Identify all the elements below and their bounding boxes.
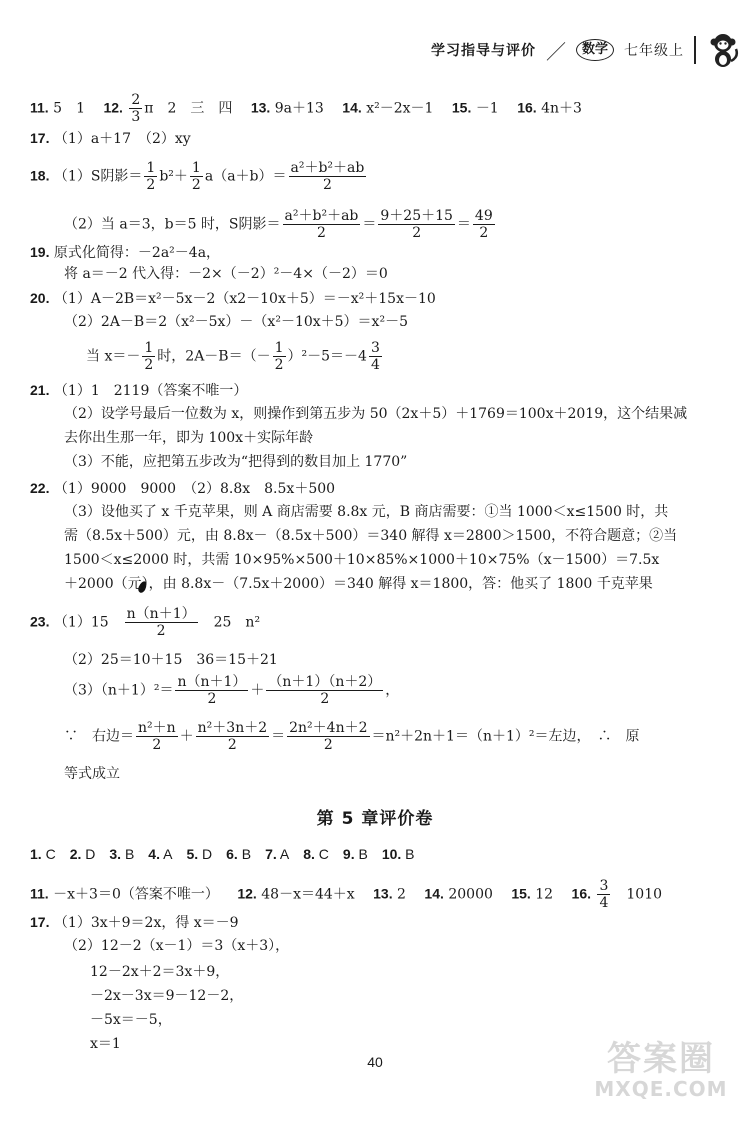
answer-12: π 2 三 四	[144, 100, 233, 117]
fraction	[136, 720, 178, 753]
fraction	[289, 160, 367, 193]
fraction-denominator: 2	[316, 225, 326, 241]
fraction-numerator: 1	[191, 160, 201, 176]
answer-20-3-prefix: 当 x＝－	[86, 348, 141, 365]
fraction-numerator: n（n＋1）	[177, 674, 247, 690]
fraction-numerator: 3	[599, 878, 609, 894]
fraction-numerator: 1	[144, 340, 154, 356]
choice-answer: A	[159, 846, 173, 862]
fraction	[597, 878, 610, 911]
fraction	[473, 208, 495, 241]
fraction	[273, 340, 286, 373]
watermark-logo-text: 答案圈	[607, 1039, 715, 1079]
answer-21-3	[64, 452, 407, 472]
answer-21-2a	[64, 404, 687, 424]
answer-p2-17-line6: x＝1	[90, 1036, 121, 1052]
fraction-numerator: n²＋3n＋2	[197, 720, 268, 736]
fraction	[196, 720, 269, 753]
answer-p2-17-line1: （1）3x＋9＝2x，得 x＝－9	[53, 915, 239, 931]
answer-p2-17-1: 17. （1）3x＋9＝2x，得 x＝－9	[30, 914, 239, 931]
choice-number: 1.	[30, 846, 42, 862]
answer-20-line1: （1）A－2B＝x²－5x－2（x2－10x＋5）＝－x²＋15x－10	[53, 291, 436, 307]
answer-p2-11: －x＋3＝0（答案不唯一）	[53, 886, 219, 903]
header-slash: ／	[545, 39, 566, 64]
choice-number: 8.	[303, 846, 315, 862]
fraction-denominator: 2	[323, 737, 333, 753]
answer-22-line3: 需（8.5x＋500）元，由 8.8x－（8.5x＋500）＝340 解得 x＝2800＞1500，不符合题意；②当	[64, 528, 678, 544]
book-series-title: 学习指导与评价	[430, 43, 536, 59]
answer-21-2b	[64, 428, 313, 448]
choice-answer: B	[401, 846, 415, 862]
answer-p2-17-line5: －5x＝－5，	[90, 1012, 172, 1028]
answer-18-1-post: a（a＋b）＝	[204, 168, 287, 185]
answer-22-line4: 1500＜x≤2000 时，共需 10×95%×500＋10×85%×1000＋10×75%（x－1500）＝7.5x	[64, 552, 660, 568]
answer-22-3c	[64, 550, 659, 570]
choice-number: 10.	[381, 846, 402, 862]
fraction-numerator: 2n²＋4n＋2	[289, 720, 368, 736]
choice-answer: C	[41, 846, 56, 862]
fraction	[378, 208, 455, 241]
answer-23-5	[64, 764, 120, 784]
fraction	[125, 606, 198, 639]
answer-22-3d	[64, 574, 653, 594]
answer-22-line2: （3）设他买了 x 千克苹果，则 A 商店需要 8.8x 元，B 商店需要：①当 1000＜x≤1500 时，共	[64, 504, 669, 520]
fraction-denominator: 4	[599, 895, 609, 911]
fraction-numerator: n²＋n	[138, 720, 176, 736]
choice-number: 7.	[265, 846, 277, 862]
fraction	[190, 160, 203, 193]
fraction-denominator: 2	[207, 691, 217, 707]
fraction-denominator: 2	[479, 225, 489, 241]
fraction-numerator: 49	[474, 208, 493, 224]
answer-17-text: （1）a＋17 （2）xy	[53, 131, 191, 147]
fraction-denominator: 2	[152, 737, 162, 753]
fraction-denominator: 2	[322, 177, 332, 193]
choice-answer: B	[121, 846, 135, 862]
answer-18-1-mid: b²＋	[159, 168, 188, 185]
answer-p2-17-6	[90, 1034, 121, 1054]
answer-23-4-prefix: ∵ 右边＝	[64, 728, 134, 745]
answer-23-3-post: ，	[385, 682, 400, 699]
answer-p2-17-3	[90, 962, 229, 982]
section-title: 第 5 章评价卷	[316, 809, 434, 829]
answer-21-line4: （3）不能，应把第五步改为“把得到的数目加上 1770”	[64, 454, 408, 470]
grade-label: 七年级上	[624, 43, 684, 59]
fraction-denominator: 4	[370, 357, 380, 373]
answer-13: 9a＋13	[274, 100, 324, 117]
answer-21-line3: 去你出生那一年，即为 100x＋实际年龄	[64, 430, 314, 446]
answer-18-2: （2）当 a＝3，b＝5 时，S阴影＝ $\frac{\text{a²＋b²＋ab}}{2}$ ＝ $\frac{9+25+15}{2}$ ＝ $\frac{49}{2}$	[64, 208, 493, 241]
choice-answer: B	[354, 846, 368, 862]
fraction-denominator: 2	[227, 737, 237, 753]
answer-15: －1	[475, 100, 499, 117]
fraction-denominator: 2	[191, 177, 201, 193]
choice-answers	[30, 844, 415, 865]
choice-answer: D	[198, 846, 213, 862]
answer-p2-17-5	[90, 1010, 172, 1030]
site-watermark	[586, 1040, 736, 1110]
answer-23-2	[64, 650, 278, 670]
fraction-numerator: a²＋b²＋ab	[290, 160, 365, 176]
answer-22-3b	[64, 526, 677, 546]
answer-11: 5 1	[53, 100, 85, 117]
choice-number: 4.	[148, 846, 160, 862]
fraction	[283, 208, 361, 241]
answer-21-line2: （2）设学号最后一位数为 x，则操作到第五步为 50（2x＋5）＋1769＝100x＋2019，这个结果减	[64, 406, 688, 422]
answer-23-3: （3）（n＋1）²＝ $\frac{n(n+1)}{2}$ ＋ $\frac{(n+1)(n+2)}{2}$ ，	[64, 674, 400, 707]
answer-21-1: 21. （1）1 2119（答案不唯一）	[30, 382, 248, 399]
choice-number: 3.	[109, 846, 122, 862]
answer-17: 17. （1）a＋17 （2）xy	[30, 130, 191, 147]
answer-23-1: 23. （1）15 $\frac{n(n+1)}{2}$ 25 n²	[30, 606, 261, 639]
fraction-denominator: 2	[412, 225, 422, 241]
answer-23-4-post: ＝n²＋2n＋1＝（n＋1）²＝左边， ∴ 原	[371, 728, 640, 745]
fraction	[266, 674, 383, 707]
answer-20-2	[64, 312, 408, 332]
choice-answer: D	[81, 846, 96, 862]
answer-p2-17-4	[90, 986, 243, 1006]
choice-number: 2.	[69, 846, 82, 862]
answer-p2-12: 48－x＝44＋x	[261, 886, 355, 903]
answer-18-1-prefix: （1）S阴影＝	[53, 168, 143, 185]
answer-22-1: 22. （1）9000 9000 （2）8.8x 8.5x＋500	[30, 480, 336, 497]
fraction-numerator: 1	[146, 160, 156, 176]
answer-22-line5: ＋2000（元），由 8.8x－（7.5x＋2000）＝340 解得 x＝1800，答：他买了 1800 千克苹果	[64, 576, 653, 592]
answer-20-3-mid: 时，2A－B＝（－	[157, 348, 271, 365]
answer-23-1-post: 25 n²	[213, 614, 261, 631]
answer-20-line2: （2）2A－B＝2（x²－5x）－（x²－10x＋5）＝x²－5	[64, 314, 408, 330]
answer-16: 4n＋3	[541, 100, 582, 117]
fraction-numerator: （n＋1）（n＋2）	[268, 674, 382, 690]
answer-18-1: 18. （1）S阴影＝ $\frac{1}{2}$ b²＋ $\frac{1}{2}$ a（a＋b）＝ $\frac{\text{a²＋b²＋ab}}{2}$	[30, 160, 365, 193]
answers-11-16: 11. 5 1 12. $\frac{2}{3}$ π 2 三 四 13. 9a＋13 14. x²－2x－1 15. －1 16. 4n＋3	[30, 92, 582, 125]
answer-p2-16: 1010	[626, 886, 663, 903]
answer-18-2-prefix: （2）当 a＝3，b＝5 时，S阴影＝	[64, 216, 281, 233]
answer-19-b	[64, 264, 388, 284]
fraction	[129, 92, 142, 125]
fraction-numerator: 9＋25＋15	[380, 208, 453, 224]
fraction-numerator: 1	[274, 340, 284, 356]
choice-number: 9.	[342, 846, 355, 862]
answers-part2-11-16: 11. －x＋3＝0（答案不唯一） 12. 48－x＝44＋x 13. 2 14. 20000 15. 12 16. $\frac{3}{4}$ 1010	[30, 878, 663, 911]
monkey-mascot-icon	[706, 31, 740, 69]
answer-23-3-prefix: （3）（n＋1）²＝	[64, 682, 174, 699]
fraction-denominator: 2	[144, 357, 154, 373]
answer-20-1: 20. （1）A－2B＝x²－5x－2（x2－10x＋5）＝－x²＋15x－10	[30, 290, 436, 307]
answer-p2-13: 2	[397, 886, 406, 903]
answer-p2-14: 20000	[448, 886, 493, 903]
page-number: 40	[367, 1054, 383, 1070]
fraction	[142, 340, 155, 373]
fraction	[175, 674, 248, 707]
answer-p2-17-line3: 12－2x＋2＝3x＋9，	[90, 964, 230, 980]
answer-14: x²－2x－1	[366, 100, 434, 117]
choice-answer: B	[237, 846, 252, 862]
answer-21-line1: （1）1 2119（答案不唯一）	[53, 383, 248, 399]
fraction-denominator: 3	[131, 109, 141, 125]
answer-23-line5: 等式成立	[64, 766, 120, 782]
fraction	[287, 720, 369, 753]
choice-answer: A	[276, 846, 290, 862]
answer-22-3a	[64, 502, 668, 522]
answer-19-line1: 原式化简得：－2a²－4a，	[53, 245, 221, 261]
answer-19-line2: 将 a＝－2 代入得：－2×（－2）²－4×（－2）＝0	[64, 266, 388, 282]
fraction-numerator: a²＋b²＋ab	[284, 208, 359, 224]
choice-answer: C	[314, 846, 329, 862]
fraction	[369, 340, 382, 373]
fraction-denominator: 2	[320, 691, 330, 707]
choice-number: 6.	[226, 846, 238, 862]
fraction-denominator: 2	[156, 623, 166, 639]
answer-p2-17-2	[64, 936, 289, 956]
fraction-denominator: 2	[146, 177, 156, 193]
answer-22-line1: （1）9000 9000 （2）8.8x 8.5x＋500	[53, 481, 336, 497]
header-divider	[694, 36, 696, 64]
fraction-numerator: 3	[370, 340, 380, 356]
answer-23-4: ∵ 右边＝ $\frac{\text{n²＋n}}{2}$ ＋ $\frac{\text{n²＋3n＋2}}{2}$ ＝ $\frac{\text{2n²＋4n＋2}}{2}$ ＝n²＋2n＋1＝（n＋1）²＝左边， ∴ 原	[64, 720, 640, 753]
answer-23-1-prefix: （1）15	[53, 614, 109, 631]
watermark-url: MXQE.COM	[594, 1077, 728, 1101]
fraction-numerator: 2	[131, 92, 141, 108]
answer-19-a: 19. 原式化简得：－2a²－4a，	[30, 244, 221, 261]
fraction-denominator: 2	[274, 357, 284, 373]
choice-number: 5.	[186, 846, 199, 862]
answer-20-3-post: ）²－5＝－4	[287, 348, 367, 365]
answer-20-3	[86, 340, 384, 373]
answer-p2-15: 12	[535, 886, 554, 903]
page-header	[431, 30, 740, 70]
fraction	[144, 160, 157, 193]
subject-badge: 数学	[576, 39, 614, 61]
answer-p2-17-line2: （2）12－2（x－1）＝3（x＋3），	[64, 938, 290, 954]
answer-23-line2: （2）25＝10＋15 36＝15＋21	[64, 652, 278, 668]
answer-p2-17-line4: －2x－3x＝9－12－2，	[90, 988, 244, 1004]
fraction-numerator: n（n＋1）	[126, 606, 196, 622]
